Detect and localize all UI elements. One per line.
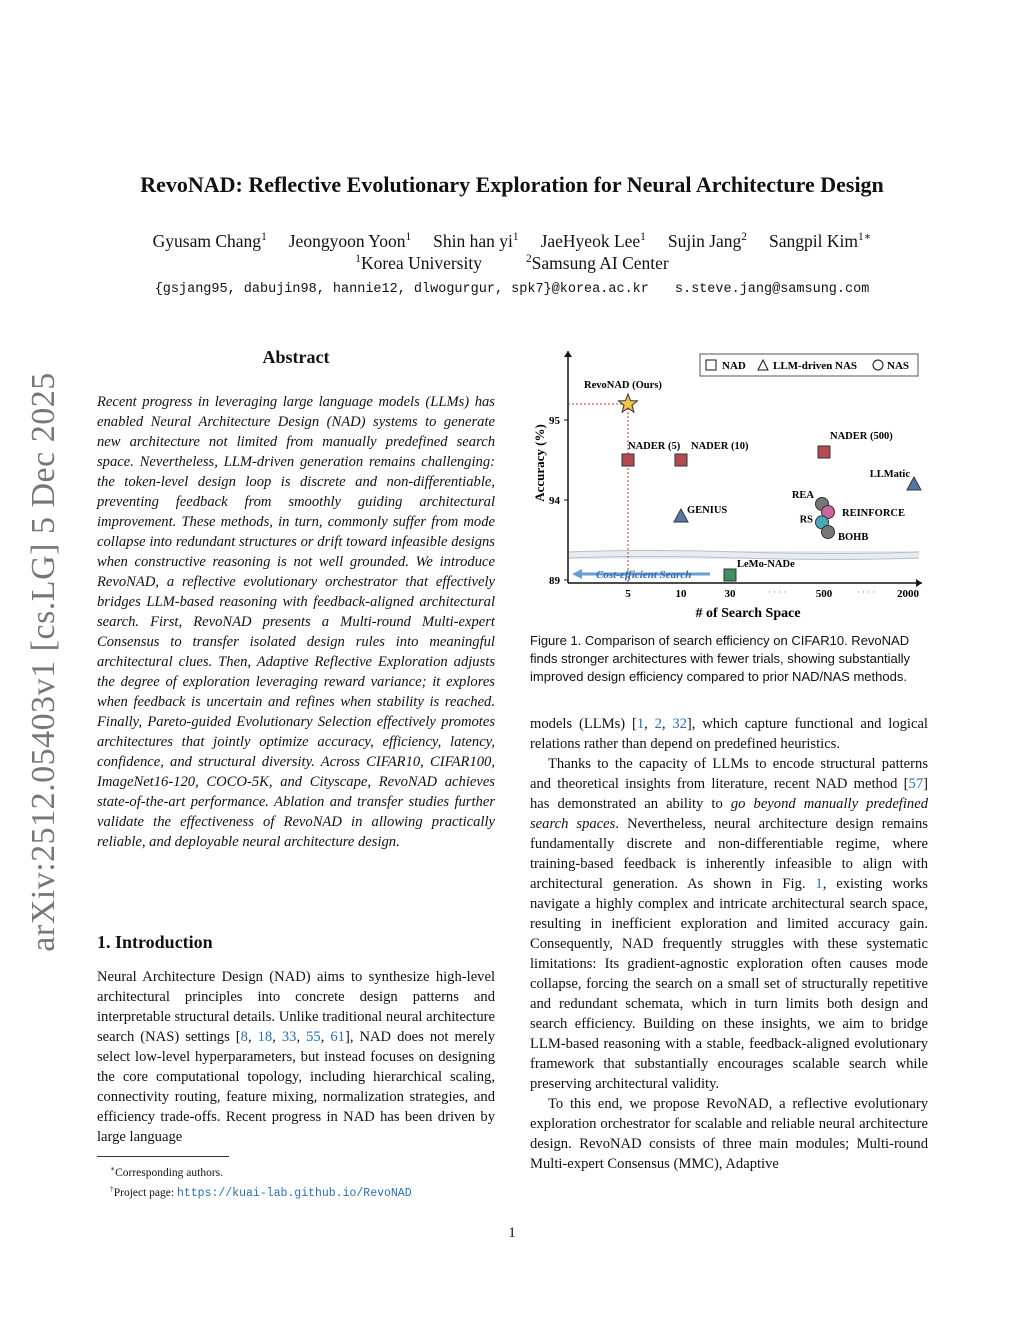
legend-label: LLM-driven NAS [773,360,858,372]
x-tick-label: 500 [815,588,833,600]
x-break-mark: · · · · [767,587,787,597]
right-text: Thanks to the capacity of LLMs to encode structural patterns and theoretical insights from literature, recent NAD method [ [530,756,928,792]
legend-label: NAD [722,360,746,372]
author-name: Shin han yi [433,230,513,251]
nad-square-marker [622,454,634,466]
citation-link[interactable]: 33 [281,1029,297,1045]
affiliation [355,253,482,273]
x-axis-arrow [916,579,922,587]
footnote-project-label: Project page: [113,1186,177,1199]
llm-nas-triangle-marker [674,509,688,522]
abstract-text: Recent progress in leveraging large language models (LLMs) has enabled Neural Architecture Design (NAD) systems to generate new architecture not limited from manually predefined search space. Nevertheless, LLM-driven generation remains challenging: the token-level design loop is discrete and non-differentiable, preventing feedback from smoothly guiding architectural improvement. These methods, in turn, commonly suffer from mode collapse into redundant structures or drift toward infeasible designs when constructive reasoning is not well grounded. We introduce RevoNAD, a reflective evolutionary orchestrator that effectively bridges LLM-based reasoning with feedback-aligned architectural search. First, RevoNAD presents a Multi-round Multi-expert Consensus to transfer isolated design rules into meaningful architectural clues. Then, Adaptive Reflective Exploration adjusts the degree of exploration leveraging reward variance; it explores when feedback is uncertain and refines when stability is reached. Finally, Pareto-guided Evolutionary Selection effectively promotes architectures that jointly optimize accuracy, efficiency, latency, confidence, and structural diversity. Across CIFAR10, CIFAR100, ImageNet16-120, COCO-5K, and Cityscape, RevoNAD achieves state-of-the-art performance. Ablation and transfer studies further validate the effectiveness of RevoNAD in allowing practically reliable, and deployable neural architecture design. [97,394,495,850]
point-label: LLMatic [869,469,910,480]
footnote-project: †Project page: https://kuai-lab.github.io/RevoNAD [110,1183,412,1200]
right-text: . Nevertheless, neural architecture design remains fundamentally discrete and non-differentiable regime, where training-based feedback is inherently infeasible to align with architectural generation. As shown in Fig. [530,816,928,892]
affiliation [526,253,669,273]
citation-link[interactable]: 32 [672,716,687,732]
right-text: ], which capture functional and logical relations rather than depend on predefined heuristics. [530,716,928,752]
x-tick-label: 5 [625,588,631,600]
point-label: REA [791,490,814,501]
point-label: REINFORCE [842,508,906,519]
legend-label: NAS [887,360,910,372]
author-affiliation-mark: 1 [512,231,519,243]
right-paragraph-1: models (LLMs) [1, 2, 32], which capture functional and logical relations rather than depend on predefined heuristics. [530,716,928,752]
x-tick-label: 2000 [897,588,919,600]
x-tick-label: 10 [675,588,687,600]
right-emphasis: go beyond manually predefined search spaces [530,796,928,832]
citation-link[interactable]: 1 [636,716,645,732]
citation-link[interactable]: 18 [257,1029,273,1045]
point-label: NADER (5) [628,441,681,452]
author-affiliation-mark: 1 [405,231,412,243]
section-heading-introduction: 1. Introduction [97,932,213,952]
author-name: Gyusam Chang [152,230,262,251]
abstract-heading: Abstract [262,347,330,367]
arxiv-identifier: arXiv:2512.05403v1 [cs.LG] 5 Dec 2025 [25,372,62,952]
affiliation-list [60,253,964,274]
point-label: RS [799,514,813,526]
citation-link[interactable]: 2 [654,716,662,732]
right-paragraph-2 [530,754,928,1094]
y-axis-label: Accuracy (%) [532,424,547,502]
figure-link[interactable]: 1 [815,876,823,892]
project-page-link[interactable]: https://kuai-lab.github.io/RevoNAD [176,1186,412,1200]
nad-square-marker [818,446,830,458]
citation-link[interactable]: 8 [240,1029,248,1045]
y-tick-label: 94 [549,495,560,507]
author-name: Sujin Jang [667,230,742,251]
author [289,231,411,251]
footnote-divider [97,1156,229,1157]
affiliation-name: Samsung AI Center [531,253,669,273]
intro-text-a: Neural Architecture Design (NAD) aims to synthesize high-level architectural principles into concrete design patterns and interpretable structural details. Unlike traditional neural architecture search (NAS) settings [ [97,969,495,1045]
author [541,231,646,251]
nad-square-marker [675,454,687,466]
y-tick-label: 89 [549,575,560,587]
citation-link[interactable]: 55 [306,1029,321,1045]
legend-square-marker [706,360,716,370]
nad-square-marker [724,569,736,581]
affiliation-mark: 1 [355,253,361,266]
right-text: , existing works navigate a highly complex and intricate architectural search space, resulting in inefficient exploration and limited accuracy gain. Consequently, NAD frequently struggles with these systematic limitations: Its gradient-agnostic exploration often causes mode collapse, forcing the search on a small set of structurally repetitive and redundant schemata, which in turn limits both design and search efficiency. Building on these insights, we aim to bridge LLM-based reasoning with a stable, feedback-aligned evolutionary framework that substantially encourages scalable search while preserving architectural validity. [530,876,928,1092]
author [433,231,518,251]
point-label: LeMo-NADe [737,559,795,570]
legend-circle-marker [873,360,883,370]
footnote-corresponding: ∗Corresponding authors. [110,1164,224,1179]
author-affiliation-mark: 1 [261,231,267,243]
email-samsung: s.steve.jang@samsung.com [674,282,870,297]
author [153,231,267,251]
footnotes [110,1161,510,1202]
email-line [60,282,964,297]
author-name: Sangpil Kim [768,230,858,251]
y-tick-label: 95 [549,415,560,427]
x-break-mark: · · · · [856,587,876,597]
y-axis-arrow [564,351,572,357]
point-label: BOHB [838,532,869,543]
email-korea: {gsjang95, dabujin98, hannie12, dlwogurgur, spk7}@korea.ac.kr [154,282,649,297]
point-label: NADER (500) [830,431,893,442]
affiliation-name: Korea University [360,253,482,273]
citation-link[interactable]: 61 [330,1029,345,1045]
point-label: RevoNAD (Ours) [584,380,662,391]
right-paragraph-3: To this end, we propose RevoNAD, a reflective evolutionary exploration orchestrator for scalable and reliable neural architecture design. RevoNAD consists of three main modules; Multi-round Multi-expert Consensus (MMC), Adaptive [530,1096,928,1172]
x-tick-label: 30 [724,588,736,600]
intro-text-b: ], NAD does not merely select low-level hyperparameters, but instead focuses on designing the core computational topology, including hierarchical scaling, connectivity routing, feature mixing, normalization strategies, and efficiency trade-offs. Recent progress in NAD has been driven by large language [97,1029,496,1145]
author-affiliation-mark: 1∗ [857,231,872,243]
page-number: 1 [508,1225,516,1241]
x-axis-label: # of Search Space [695,606,801,621]
cost-efficient-annotation: Cost-efficient Search [596,569,692,581]
figure-caption: Figure 1. Comparison of search efficiency on CIFAR10. RevoNAD finds stronger architectures with fewer trials, showing substantially improved design efficiency compared to prior NAD/NAS methods. [530,633,911,684]
author-list [60,229,964,252]
author-affiliation-mark: 2 [741,231,747,243]
author [668,231,747,251]
author-name: JaeHyeok Lee [540,230,641,251]
cost-efficient-arrowhead [572,569,582,579]
author-affiliation-mark: 1 [640,231,646,243]
right-text: ] has demonstrated an ability to [530,776,928,812]
footnote-corresponding-text: Corresponding authors. [115,1166,224,1179]
affiliation-mark: 2 [525,253,532,266]
nas-circle-marker [822,526,835,539]
intro-paragraph: Neural Architecture Design (NAD) aims to synthesize high-level architectural principles into concrete design patterns and interpretable structural details. Unlike traditional neural architecture search (NAS) settings [8, 18, 33, 55, 61], NAD does not merely select low-level hyperparameters, but instead focuses on designing the core computational topology, including hierarchical scaling, connectivity routing, feature mixing, normalization strategies, and efficiency trade-offs. Recent progress in NAD has been driven by large language [97,969,496,1145]
figure-1 [530,345,930,627]
right-text: models (LLMs) [ [530,716,637,732]
author [769,231,871,251]
author-name: Jeongyoon Yoon [288,230,406,251]
right-column-text [530,714,928,1174]
paper-title: RevoNAD: Reflective Evolutionary Exploration for Neural Architecture Design [140,172,884,197]
citation-link[interactable]: 57 [908,776,924,792]
point-label: GENIUS [687,505,728,516]
point-label: NADER (10) [691,441,749,452]
search-efficiency-chart [530,345,930,627]
